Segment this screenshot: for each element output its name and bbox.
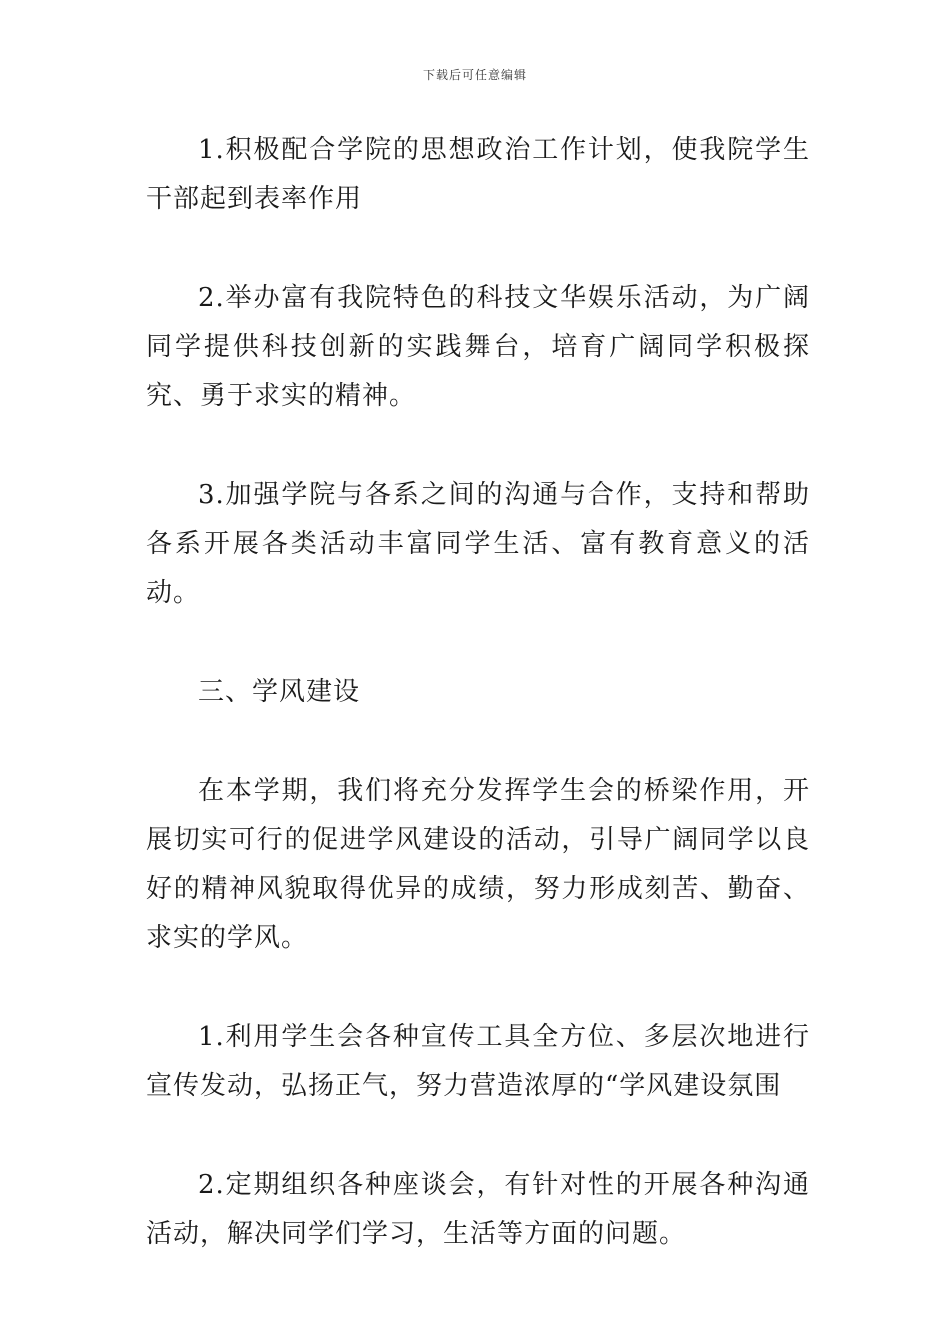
- paragraph-6: 2.定期组织各种座谈会，有针对性的开展各种沟通活动，解决同学们学习，生活等方面的问题。: [146, 1170, 810, 1249]
- paragraph-4: 在本学期，我们将充分发挥学生会的桥梁作用，开展切实可行的促进学风建设的活动，引导广阔同学以良好的精神风貌取得优异的成绩，努力形成刻苦、勤奋、求实的学风。: [146, 776, 810, 953]
- section-heading: 三、学风建设: [198, 677, 361, 707]
- document-body: [146, 126, 810, 1259]
- paragraph-1: 1.积极配合学院的思想政治工作计划，使我院学生干部起到表率作用: [146, 135, 810, 214]
- paragraph-5: 1.利用学生会各种宣传工具全方位、多层次地进行宣传发动，弘扬正气，努力营造浓厚的“学风建设氛围: [146, 1022, 810, 1101]
- page-header: 下载后可任意编辑: [422, 68, 527, 82]
- paragraph-3: 3.加强学院与各系之间的沟通与合作，支持和帮助各系开展各类活动丰富同学生活、富有教育意义的活动。: [146, 480, 810, 608]
- paragraph-2: 2.举办富有我院特色的科技文华娱乐活动，为广阔同学提供科技创新的实践舞台，培育广阔同学积极探究、勇于求实的精神。: [146, 283, 810, 411]
